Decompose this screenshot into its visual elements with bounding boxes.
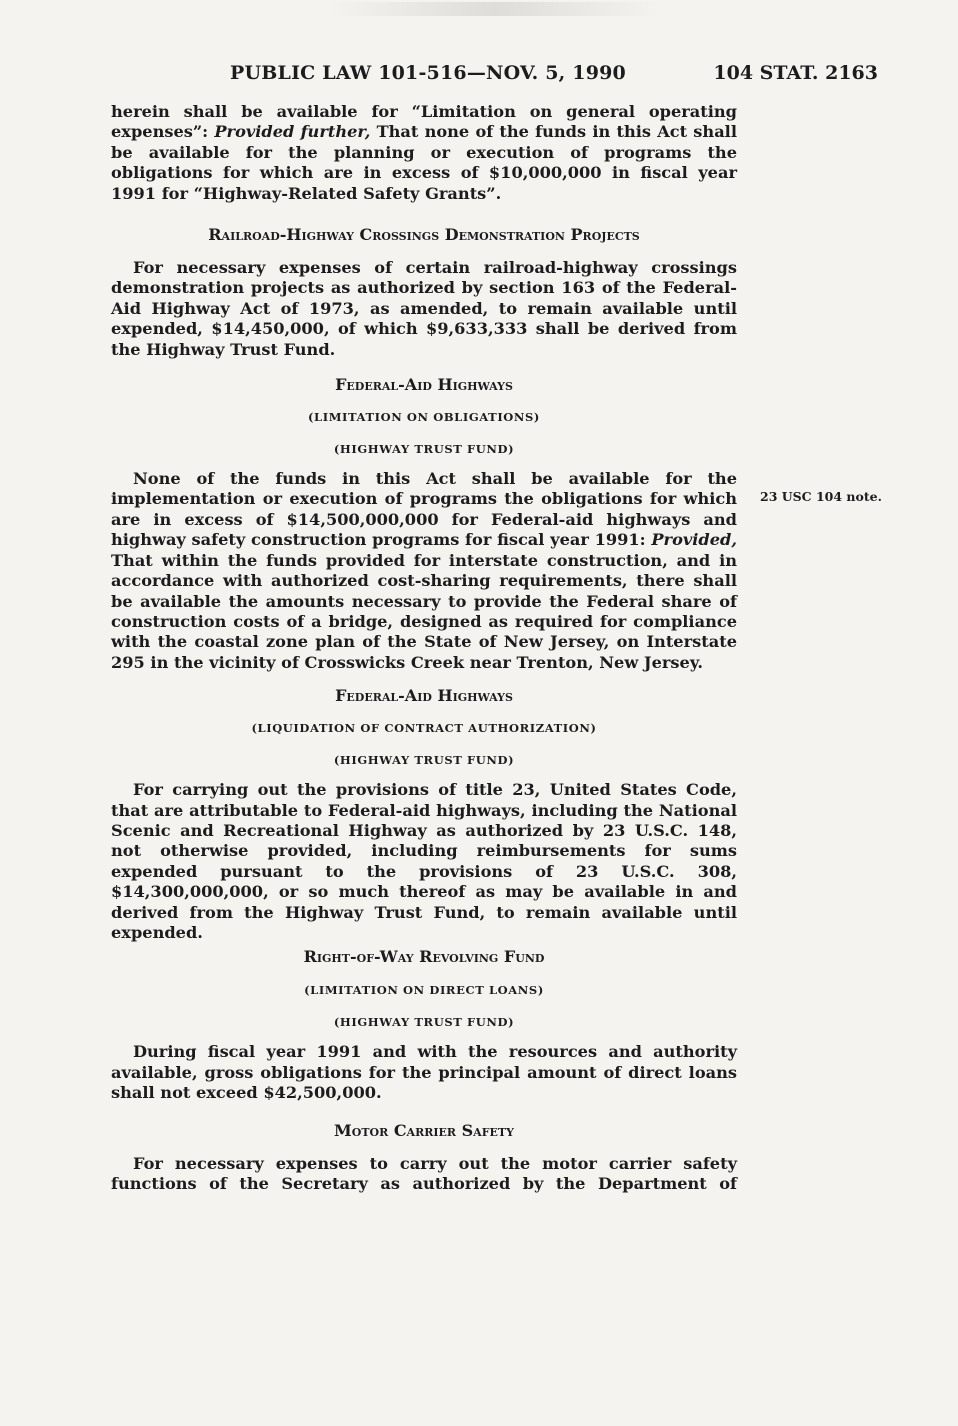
- intro-text-1: herein shall be available for “Limitation on general operating expenses”:: [111, 102, 737, 142]
- statute-page-number: 104 STAT. 2163: [713, 62, 878, 84]
- fah-limitation-text-1: None of the funds in this Act shall be available for the implementation or execution of programs the obligations for which are in excess of $14,500,000,000 for Federal-aid highways and highway safety construction programs for fiscal year 1991:: [111, 469, 737, 550]
- intro-paragraph: [111, 102, 737, 204]
- row-heading: Right-of-Way Revolving Fund: [303, 947, 545, 967]
- fah-limitation-italic: Provided,: [651, 530, 737, 550]
- margin-note: 23 USC 104 note.: [760, 489, 882, 504]
- fah-limitation-heading: Federal-Aid Highways: [335, 375, 513, 395]
- row-sub2: (HIGHWAY TRUST FUND): [333, 1015, 515, 1030]
- fah-liquidation-heading: Federal-Aid Highways: [335, 686, 513, 706]
- fah-limitation-sub2: (HIGHWAY TRUST FUND): [333, 442, 515, 457]
- railroad-heading: Railroad-Highway Crossings Demonstration Projects: [208, 225, 640, 245]
- motor-heading: Motor Carrier Safety: [334, 1120, 514, 1140]
- scan-smudge: [330, 2, 660, 16]
- motor-paragraph: For necessary expenses to carry out the motor carrier safety functions of the Secretary as authorized by the Department of: [111, 1153, 737, 1193]
- fah-liquidation-sub1: (LIQUIDATION OF CONTRACT AUTHORIZATION): [251, 721, 597, 736]
- fah-limitation-paragraph: [111, 469, 737, 673]
- row-sub1: (LIMITATION ON DIRECT LOANS): [304, 983, 544, 998]
- text-column: [111, 102, 737, 1194]
- intro-italic: Provided further,: [214, 122, 371, 142]
- fah-liquidation-sub2: (HIGHWAY TRUST FUND): [333, 753, 515, 768]
- running-head: PUBLIC LAW 101-516—NOV. 5, 1990: [230, 62, 626, 84]
- row-paragraph: During fiscal year 1991 and with the resources and authority available, gross obligations for the principal amount of direct loans shall not exceed $42,500,000.: [111, 1042, 737, 1103]
- fah-liquidation-paragraph: For carrying out the provisions of title 23, United States Code, that are attributable to Federal-aid highways, including the National Scenic and Recreational Highway as authorized by 23 U.S.C. 148, not otherwise provided, including reimbursements for sums expended pursuant to the provisions of 23 U.S.C. 308, $14,300,000,000, or so much thereof as may be available in and derived from the Highway Trust Fund, to remain available until expended.: [111, 780, 737, 942]
- railroad-paragraph: For necessary expenses of certain railroad-highway crossings demonstration projects as authorized by section 163 of the Federal-Aid Highway Act of 1973, as amended, to remain available until expended, $14,450,000, of which $9,633,333 shall be derived from the Highway Trust Fund.: [111, 258, 737, 359]
- intro-text-2: That none of the funds in this Act shall be available for the planning or execution of programs the obligations for which are in excess of $10,000,000 in fiscal year 1991 for “Highway-Related Safety Grants”.: [111, 122, 737, 203]
- fah-limitation-sub1: (LIMITATION ON OBLIGATIONS): [308, 410, 540, 425]
- fah-limitation-text-2: That within the funds provided for interstate construction, and in accordance with authorized cost-sharing requirements, there shall be available the amounts necessary to provide the Federal share of construction costs of a bridge, designed as required for compliance with the coastal zone plan of the State of New Jersey, on Interstate 295 in the vicinity of Crosswicks Creek near Trenton, New Jersey.: [111, 550, 737, 672]
